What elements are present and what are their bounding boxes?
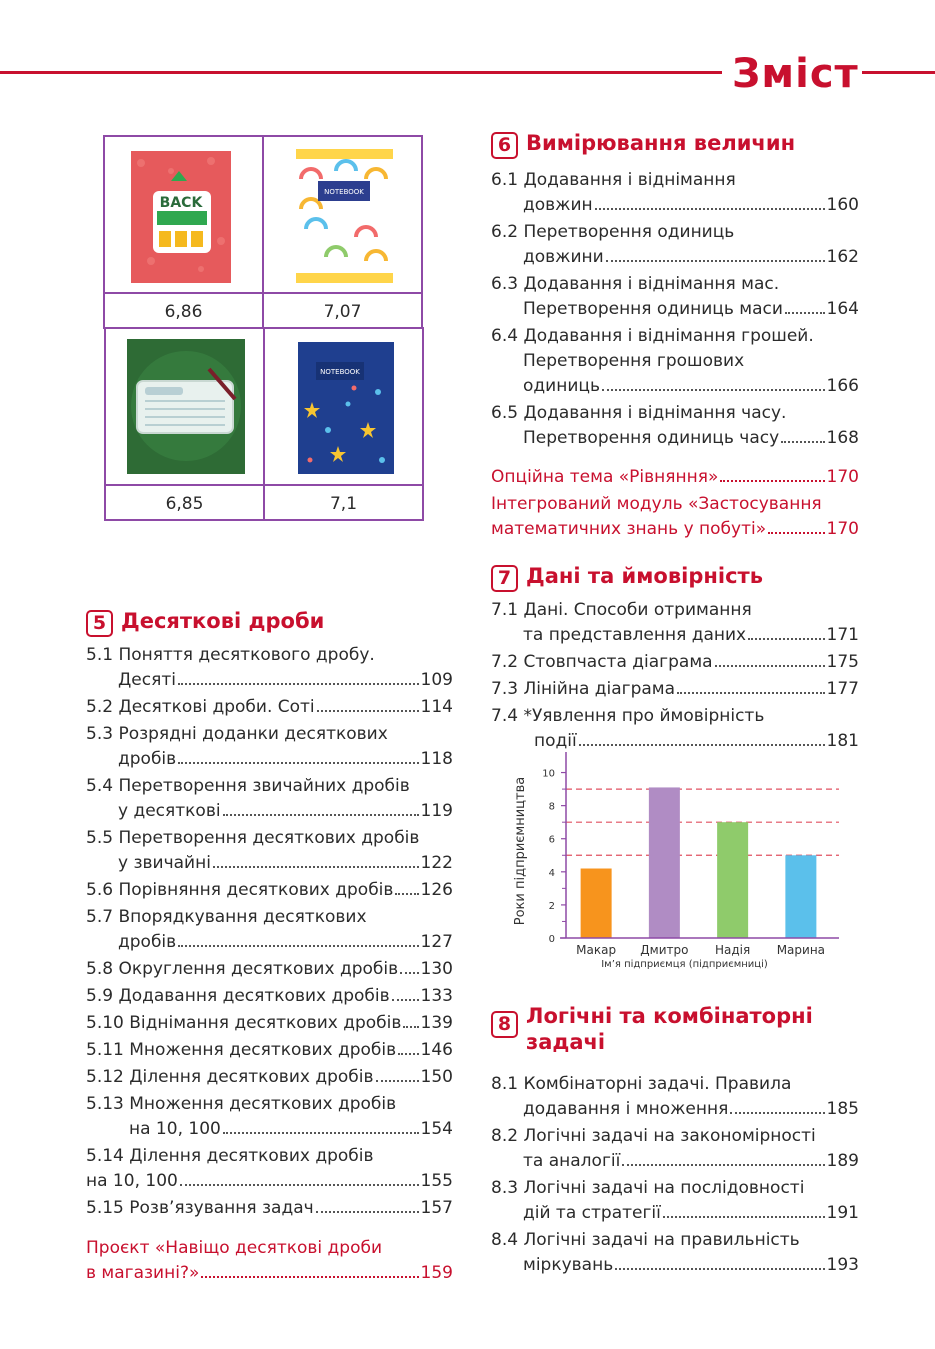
section-6-number: 6 [491, 132, 518, 159]
y-tick-label-0: 0 [548, 934, 555, 945]
y-tick-label-5: 10 [542, 768, 555, 780]
toc-entry-8-4[interactable]: 8.4 Логічні задачі на правильність міркувань 193 [491, 1228, 859, 1278]
toc-entry-5-10[interactable]: 5.10 Віднімання десяткових дробів 139 [86, 1011, 453, 1036]
section-7-title: Дані та ймовірність [526, 564, 763, 588]
section-7-list [491, 598, 859, 754]
header-rule-left [0, 71, 722, 74]
section-7-heading [491, 563, 763, 592]
toc-entry-5-7[interactable]: 5.7 Впорядкування десяткових дробів 127 [86, 905, 453, 955]
x-tick-label-0: Макар [576, 943, 617, 957]
page-number: 150 [420, 1067, 453, 1087]
section-8-title [526, 1003, 813, 1055]
toc-entry-module[interactable]: Інтегрований модуль «Застосування математичних знань у побуті» 170 [491, 492, 859, 542]
y-tick-label-2: 4 [548, 867, 555, 879]
page-number: 170 [826, 519, 859, 539]
x-tick-label-2: Надія [715, 943, 751, 957]
toc-entry-7-1[interactable]: 7.1 Дані. Способи отримання та представлення даних 171 [491, 598, 859, 648]
page-number: 126 [420, 880, 453, 900]
page-number: 114 [420, 697, 453, 717]
card-3-label: 6,85 [106, 484, 263, 522]
cover-back-text: BACK [159, 195, 203, 211]
card-1-label: 6,86 [105, 292, 262, 330]
section-6-title: Вимірювання величин [526, 131, 796, 155]
toc-entry-8-2[interactable]: 8.2 Логічні задачі на закономірності та аналогії 189 [491, 1124, 859, 1174]
toc-entry-5-6[interactable]: 5.6 Порівняння десяткових дробів 126 [86, 878, 453, 903]
x-tick-label-3: Марина [776, 943, 826, 957]
section-8-title-line-2: задачі [526, 1030, 606, 1054]
y-tick-label-3: 6 [548, 834, 555, 846]
bar-3 [785, 855, 816, 938]
cover-notebook-text-2: NOTEBOOK [320, 368, 360, 376]
page-number: 109 [420, 670, 453, 690]
toc-entry-6-1[interactable]: 6.1 Додавання і віднімання довжин 160 [491, 168, 859, 218]
page-number: 154 [420, 1119, 453, 1139]
section-8-number: 8 [491, 1011, 518, 1038]
toc-entry-5-4[interactable]: 5.4 Перетворення звичайних дробів у десяткові 119 [86, 774, 453, 824]
page-number: 155 [420, 1171, 453, 1191]
bar-chart [505, 752, 850, 977]
x-axis-label: Ім’я підприємця (підприємниці) [601, 959, 768, 970]
card-4 [263, 327, 424, 521]
section-8-title-line-1: Логічні та комбінаторні [526, 1004, 813, 1028]
section-8-list [491, 1072, 859, 1278]
page-number: 139 [420, 1013, 453, 1033]
green-label-cover [127, 339, 245, 474]
toc-entry-5-12[interactable]: 5.12 Ділення десяткових дробів 150 [86, 1065, 453, 1090]
toc-entry-5-1[interactable]: 5.1 Поняття десяткового дробу. Десяті 109 [86, 643, 453, 693]
toc-entry-6-3[interactable]: 6.3 Додавання і віднімання мас. Перетворення одиниць маси 164 [491, 272, 859, 322]
section-8-heading [491, 1003, 813, 1055]
toc-entry-6-4[interactable]: 6.4 Додавання і віднімання грошей. Перетворення грошових одиниць 166 [491, 324, 859, 399]
y-tick-label-1: 2 [548, 900, 555, 912]
page-number: 191 [826, 1203, 859, 1223]
toc-entry-5-9[interactable]: 5.9 Додавання десяткових дробів 133 [86, 984, 453, 1009]
toc-entry-project[interactable]: Проєкт «Навіщо десяткові дроби в магазині?» 159 [86, 1236, 453, 1286]
rainbow-cover [296, 149, 393, 283]
page-number: 122 [420, 853, 453, 873]
card-3 [104, 327, 265, 521]
section-5-title: Десяткові дроби [121, 609, 325, 633]
page-number: 146 [420, 1040, 453, 1060]
toc-entry-7-2[interactable]: 7.2 Стовпчаста діаграма 175 [491, 650, 859, 675]
cover-notebook-text-1: NOTEBOOK [324, 188, 364, 196]
page-number: 171 [826, 625, 859, 645]
section-5-list [86, 643, 453, 1286]
bar-0 [581, 869, 612, 938]
section-5-number: 5 [86, 610, 113, 637]
page-number: 170 [826, 467, 859, 487]
toc-entry-5-15[interactable]: 5.15 Розв’язування задач 157 [86, 1196, 453, 1221]
page-number: 159 [420, 1263, 453, 1283]
y-tick-label-4: 8 [548, 801, 555, 813]
page-number: 164 [826, 299, 859, 319]
toc-entry-optional[interactable]: Опційна тема «Рівняння» 170 [491, 465, 859, 490]
toc-entry-5-5[interactable]: 5.5 Перетворення десяткових дробів у звичайні 122 [86, 826, 453, 876]
page-number: 162 [826, 247, 859, 267]
toc-entry-5-3[interactable]: 5.3 Розрядні доданки десяткових дробів 118 [86, 722, 453, 772]
page-number: 166 [826, 376, 859, 396]
section-6-heading [491, 130, 795, 159]
toc-entry-5-14[interactable]: 5.14 Ділення десяткових дробів на 10, 100 155 [86, 1144, 453, 1194]
page-number: 118 [420, 749, 453, 769]
toc-entry-5-13[interactable]: 5.13 Множення десяткових дробів на 10, 100 154 [86, 1092, 453, 1142]
x-tick-label-1: Дмитро [640, 943, 689, 957]
toc-entry-7-4[interactable]: 7.4 *Уявлення про ймовірність події 181 [491, 704, 859, 754]
card-1 [103, 135, 264, 329]
toc-entry-5-8[interactable]: 5.8 Округлення десяткових дробів 130 [86, 957, 453, 982]
page-number: 181 [826, 731, 859, 751]
card-2 [262, 135, 423, 329]
page-number: 119 [420, 801, 453, 821]
card-2-label: 7,07 [264, 292, 421, 330]
page-number: 130 [420, 959, 453, 979]
header-rule-right [862, 71, 935, 74]
page-number: 185 [826, 1099, 859, 1119]
page-number: 189 [826, 1151, 859, 1171]
section-7-number: 7 [491, 565, 518, 592]
page-number: 177 [826, 679, 859, 699]
page-number: 168 [826, 428, 859, 448]
page-title: Зміст [732, 51, 859, 97]
back-to-school-cover [131, 151, 231, 283]
section-5-heading [86, 608, 324, 637]
bar-1 [649, 787, 680, 938]
page-number: 157 [420, 1198, 453, 1218]
bar-2 [717, 822, 748, 938]
page-number: 133 [420, 986, 453, 1006]
toc-entry-8-1[interactable]: 8.1 Комбінаторні задачі. Правила додавання і множення 185 [491, 1072, 859, 1122]
toc-entry-5-11[interactable]: 5.11 Множення десяткових дробів 146 [86, 1038, 453, 1063]
page-number: 175 [826, 652, 859, 672]
toc-entry-6-5[interactable]: 6.5 Додавання і віднімання часу. Перетворення одиниць часу 168 [491, 401, 859, 451]
toc-entry-8-3[interactable]: 8.3 Логічні задачі на послідовності дій та стратегії 191 [491, 1176, 859, 1226]
star-navy-cover [298, 342, 394, 474]
page-number: 160 [826, 195, 859, 215]
page-number: 127 [420, 932, 453, 952]
page-number: 193 [826, 1255, 859, 1275]
card-4-label: 7,1 [265, 484, 422, 522]
toc-entry-7-3[interactable]: 7.3 Лінійна діаграма 177 [491, 677, 859, 702]
y-axis-label: Роки підприємництва [513, 776, 528, 926]
toc-entry-5-2[interactable]: 5.2 Десяткові дроби. Соті 114 [86, 695, 453, 720]
section-6-list [491, 168, 859, 542]
toc-entry-6-2[interactable]: 6.2 Перетворення одиниць довжини 162 [491, 220, 859, 270]
